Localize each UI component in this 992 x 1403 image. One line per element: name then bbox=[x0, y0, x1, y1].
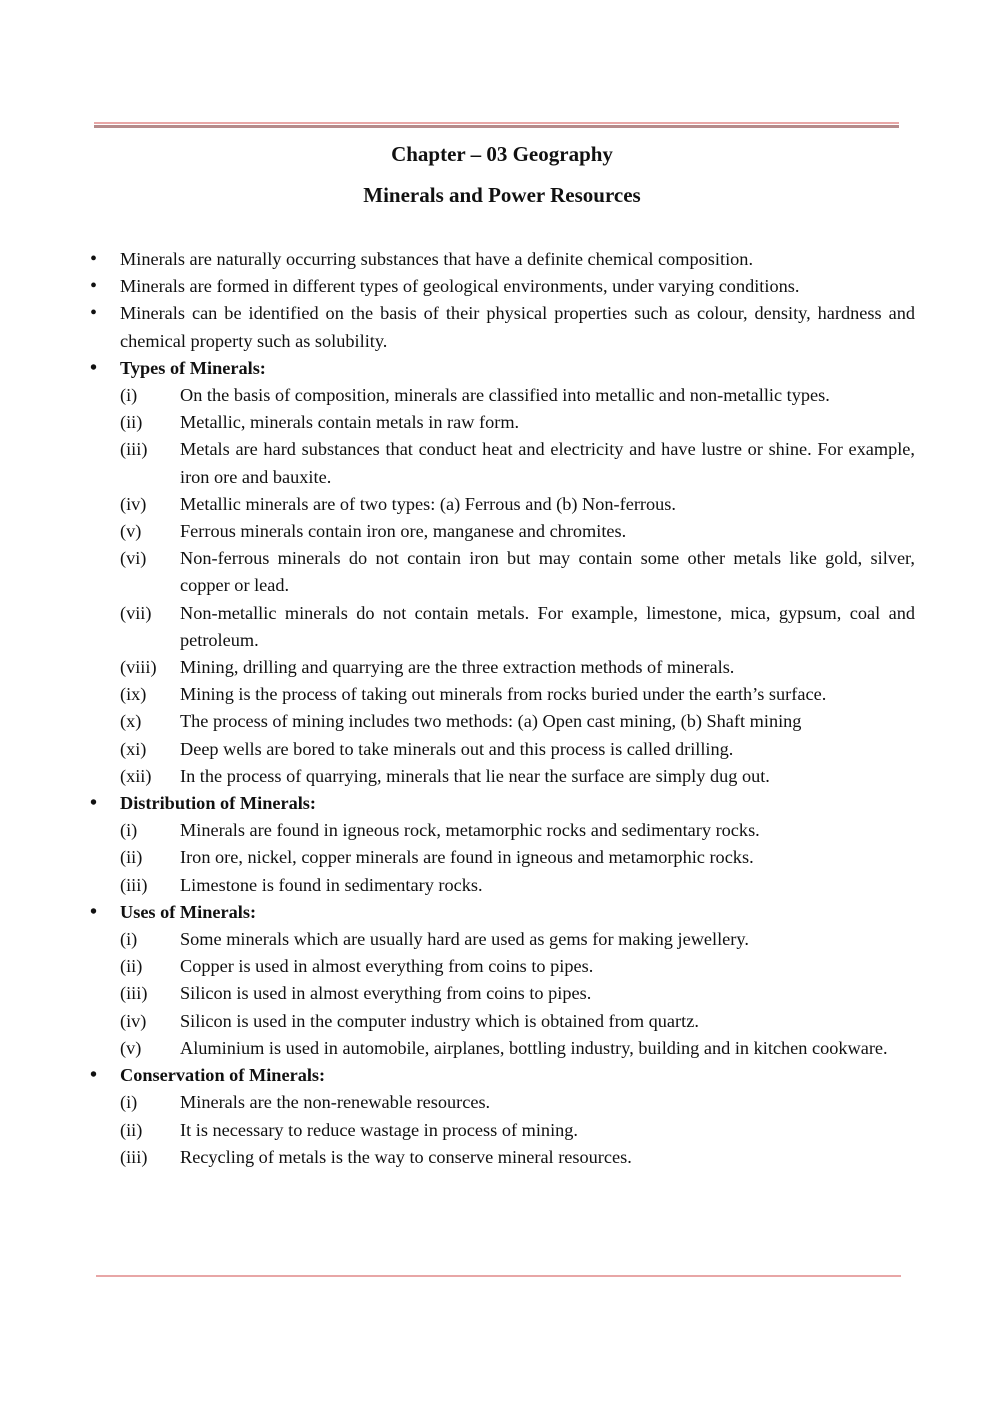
item-text: Some minerals which are usually hard are used as gems for making jewellery. bbox=[180, 929, 749, 950]
item-numeral: (iii) bbox=[120, 874, 148, 895]
item-text: Minerals are the non-renewable resources. bbox=[180, 1092, 491, 1113]
page-title: Minerals and Power Resources bbox=[363, 183, 641, 207]
sub-list-item bbox=[88, 681, 915, 708]
item-text: Deep wells are bored to take minerals out and this process is called drilling. bbox=[180, 738, 734, 759]
item-numeral: (iv) bbox=[120, 1010, 147, 1031]
section-heading: • Conservation of Minerals: bbox=[88, 1062, 915, 1089]
item-numeral: (iii) bbox=[120, 439, 148, 460]
item-numeral: (i) bbox=[120, 385, 138, 406]
sub-list-item bbox=[88, 953, 915, 980]
item-numeral: (i) bbox=[120, 929, 138, 950]
item-numeral: (ii) bbox=[120, 956, 143, 977]
item-text: Limestone is found in sedimentary rocks. bbox=[180, 874, 483, 895]
sub-list-item bbox=[88, 382, 915, 409]
bullet-item: • Minerals can be identified on the basis of their physical properties such as colour, density, hardness and chemical property such as solubility. bbox=[88, 300, 915, 354]
item-text: Silicon is used in almost everything from coins to pipes. bbox=[180, 983, 592, 1004]
sub-list-item bbox=[88, 600, 915, 654]
item-numeral: (v) bbox=[120, 521, 142, 542]
item-numeral: (iii) bbox=[120, 1146, 148, 1167]
sub-list-item bbox=[88, 518, 915, 545]
item-text: It is necessary to reduce wastage in process of mining. bbox=[180, 1119, 579, 1140]
sub-list-item bbox=[88, 436, 915, 490]
bullet-item: • Minerals are formed in different types of geological environments, under varying conditions. bbox=[88, 273, 915, 300]
footer-rule bbox=[96, 1275, 901, 1277]
item-numeral: (vi) bbox=[120, 548, 147, 569]
sub-list-item bbox=[88, 1089, 915, 1116]
section-heading: • Types of Minerals: bbox=[88, 355, 915, 382]
item-text: Metallic minerals are of two types: (a) Ferrous and (b) Non-ferrous. bbox=[180, 493, 676, 514]
sub-list-item bbox=[88, 817, 915, 844]
item-text: Recycling of metals is the way to conserve mineral resources. bbox=[180, 1146, 632, 1167]
header-rule-thin bbox=[94, 122, 899, 124]
item-numeral: (xi) bbox=[120, 738, 147, 759]
sub-list-item bbox=[88, 763, 915, 790]
item-numeral: (v) bbox=[120, 1037, 142, 1058]
sub-list-item bbox=[88, 708, 915, 735]
sub-list-item bbox=[88, 980, 915, 1007]
item-text: Mining, drilling and quarrying are the three extraction methods of minerals. bbox=[180, 657, 735, 678]
item-text: Non-metallic minerals do not contain metals. For example, limestone, mica, gypsum, coal and petroleum. bbox=[180, 602, 915, 650]
item-text: Copper is used in almost everything from coins to pipes. bbox=[180, 956, 594, 977]
item-text: Mining is the process of taking out minerals from rocks buried under the earth’s surface. bbox=[180, 684, 827, 705]
item-text: Non-ferrous minerals do not contain iron but may contain some other metals like gold, silver, copper or lead. bbox=[180, 548, 915, 596]
sub-list-item bbox=[88, 1117, 915, 1144]
sub-list-item bbox=[88, 1008, 915, 1035]
item-numeral: (vii) bbox=[120, 602, 152, 623]
item-text: Ferrous minerals contain iron ore, manganese and chromites. bbox=[180, 521, 627, 542]
item-numeral: (iii) bbox=[120, 983, 148, 1004]
content-body bbox=[88, 246, 915, 1171]
sub-list-item bbox=[88, 844, 915, 871]
header-rule-thick bbox=[94, 125, 899, 128]
section-heading: • Distribution of Minerals: bbox=[88, 790, 915, 817]
sub-list-item bbox=[88, 545, 915, 599]
item-text: In the process of quarrying, minerals that lie near the surface are simply dug out. bbox=[180, 765, 770, 786]
chapter-heading: Chapter – 03 Geography bbox=[391, 142, 613, 166]
item-text: The process of mining includes two methods: (a) Open cast mining, (b) Shaft mining bbox=[180, 711, 802, 732]
sub-list-item bbox=[88, 1035, 915, 1062]
item-numeral: (ii) bbox=[120, 412, 143, 433]
item-text: Metallic, minerals contain metals in raw form. bbox=[180, 412, 520, 433]
section-heading: • Uses of Minerals: bbox=[88, 899, 915, 926]
item-numeral: (xii) bbox=[120, 765, 152, 786]
item-numeral: (x) bbox=[120, 711, 142, 732]
item-numeral: (ii) bbox=[120, 1119, 143, 1140]
sub-list-item bbox=[88, 491, 915, 518]
item-text: Aluminium is used in automobile, airplanes, bottling industry, building and in kitchen cookware. bbox=[180, 1037, 888, 1058]
item-text: Silicon is used in the computer industry which is obtained from quartz. bbox=[180, 1010, 699, 1031]
item-numeral: (ii) bbox=[120, 847, 143, 868]
item-text: Iron ore, nickel, copper minerals are found in igneous and metamorphic rocks. bbox=[180, 847, 754, 868]
sub-list-item bbox=[88, 872, 915, 899]
sub-list-item bbox=[88, 409, 915, 436]
item-numeral: (i) bbox=[120, 1092, 138, 1113]
sub-list-item bbox=[88, 1144, 915, 1171]
sub-list-item bbox=[88, 926, 915, 953]
sub-list-item bbox=[88, 736, 915, 763]
item-numeral: (i) bbox=[120, 820, 138, 841]
item-text: Minerals are found in igneous rock, metamorphic rocks and sedimentary rocks. bbox=[180, 820, 760, 841]
item-numeral: (ix) bbox=[120, 684, 147, 705]
item-numeral: (viii) bbox=[120, 657, 157, 678]
item-text: Metals are hard substances that conduct heat and electricity and have lustre or shine. For example, iron ore and bauxite. bbox=[180, 439, 915, 487]
item-text: On the basis of composition, minerals are classified into metallic and non-metallic types. bbox=[180, 385, 830, 406]
sub-list-item bbox=[88, 654, 915, 681]
item-numeral: (iv) bbox=[120, 493, 147, 514]
bullet-item: • Minerals are naturally occurring substances that have a definite chemical composition. bbox=[88, 246, 915, 273]
